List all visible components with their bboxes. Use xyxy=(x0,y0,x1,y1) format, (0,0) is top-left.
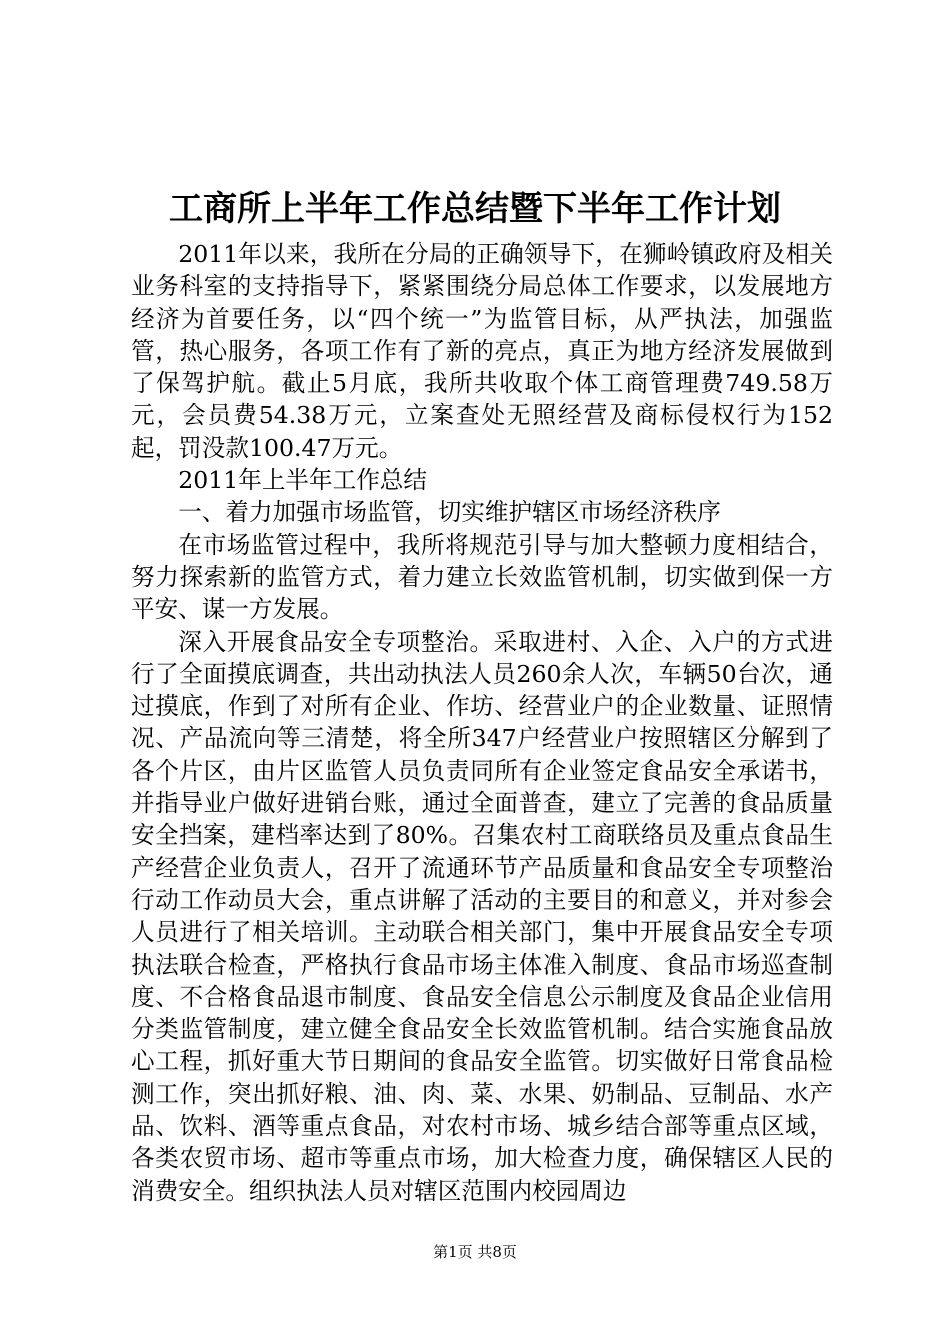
paragraph-market-supervision: 在市场监管过程中，我所将规范引导与加大整顿力度相结合，努力探索新的监管方式，着力建立长效监管机制，切实做到保一方平安、谋一方发展。 xyxy=(131,530,833,624)
subsection-heading: 一、着力加强市场监管，切实维护辖区市场经济秩序 xyxy=(178,498,721,527)
paragraph-food-safety: 深入开展食品安全专项整治。采取进村、入企、入户的方式进行了全面摸底调查，共出动执法人员260余人次，车辆50台次，通过摸底，作到了对所有企业、作坊、经营业户的企业数量、证照情况、产品流向等三清楚，将全所347户经营业户按照辖区分解到了各个片区，由片区监管人员负责同所有企业签定食品安全承诺书，并指导业户做好进销台账，通过全面普查，建立了完善的食品质量安全挡案，建档率达到了80%。召集农村工商联络员及重点食品生产经营企业负责人，召开了流通环节产品质量和食品安全专项整治行动工作动员大会，重点讲解了活动的主要目的和意义，并对参会人员进行了相关培训。主动联合相关部门，集中开展食品安全专项执法联合检查，严格执行食品市场主体准入制度、食品市场巡查制度、不合格食品退市制度、食品安全信息公示制度及食品企业信用分类监管制度，建立健全食品安全长效监管机制。结合实施食品放心工程，抓好重大节日期间的食品安全监管。切实做好日常食品检测工作，突出抓好粮、油、肉、菜、水果、奶制品、豆制品、水产品、饮料、酒等重点食品，对农村市场、城乡结合部等重点区域，各类农贸市场、超市等重点市场，加大检查力度，确保辖区人民的消费安全。组织执法人员对辖区范围内校园周边 xyxy=(131,627,833,1205)
paragraph-intro: 2011年以来，我所在分局的正确领导下，在狮岭镇政府及相关业务科室的支持指导下，紧紧围绕分局总体工作要求，以发展地方经济为首要任务，以“四个统一”为监管目标，从严执法，加强监管，热心服务，各项工作有了新的亮点，真正为地方经济发展做到了保驾护航。截止5月底，我所共收取个体工商管理费749.58万元，会员费54.38万元，立案查处无照经营及商标侵权行为152起，罚没款100.47万元。 xyxy=(131,240,833,462)
document-body xyxy=(131,238,833,1207)
section-heading: 2011年上半年工作总结 xyxy=(178,466,427,495)
page-footer: 第1页 共8页 xyxy=(433,1243,517,1261)
document-title: 工商所上半年工作总结暨下半年工作计划 xyxy=(169,189,781,229)
